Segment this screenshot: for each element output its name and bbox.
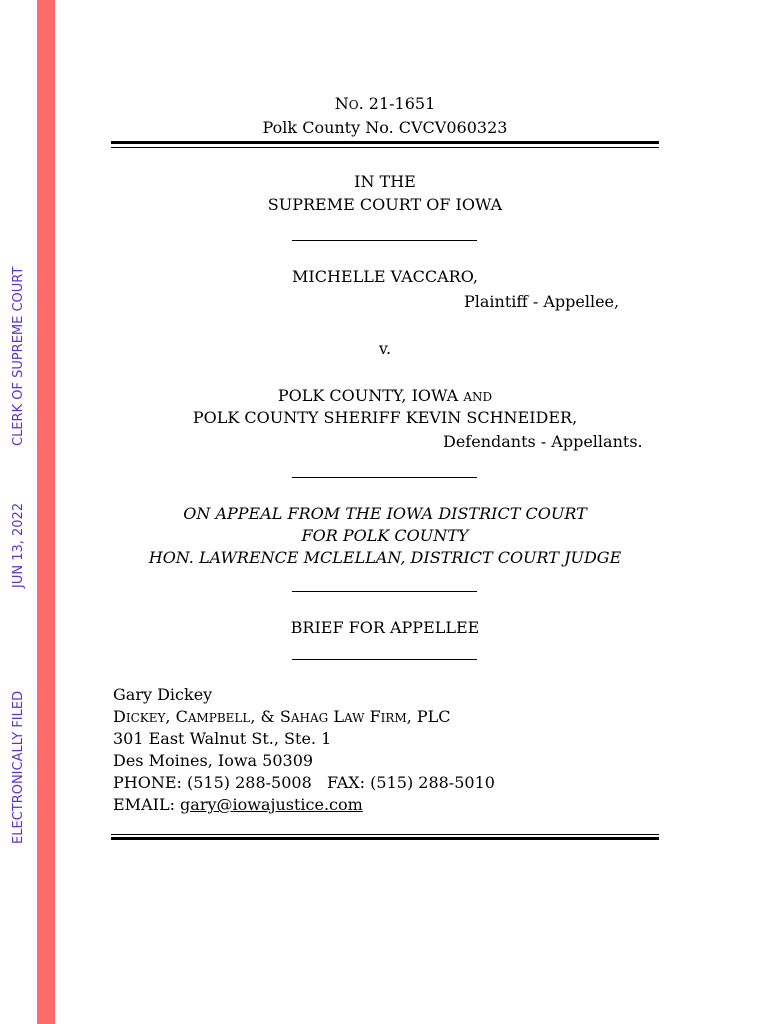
separator-rule-2 [292, 477, 477, 478]
defendant-line-2: POLK COUNTY SHERIFF KEVIN SCHNEIDER, [192, 408, 578, 427]
case-number-value: . 21-1651 [358, 94, 436, 113]
case-number-prefix: N [334, 94, 349, 113]
case-number-prefix-small: O [348, 98, 359, 112]
separator-rule-4 [292, 659, 477, 660]
firm-part: , PLC [406, 707, 451, 726]
defendant-role: Defendants - Appellants. [443, 432, 643, 451]
firm-part: F [369, 707, 381, 726]
appeal-line-3: HON. LAWRENCE MCLELLAN, DISTRICT COURT JUDGE [148, 548, 622, 567]
stamp-filed: ELECTRONICALLY FILED [11, 690, 26, 844]
case-number [0, 94, 770, 115]
firm-part: D [113, 707, 126, 726]
defendant-and: AND [463, 390, 493, 404]
firm-part: , & [250, 707, 280, 726]
plaintiff-name: MICHELLE VACCARO, [292, 267, 478, 286]
firm-part: AW [343, 711, 365, 725]
email-link[interactable]: gary@iowajustice.com [180, 795, 363, 814]
counsel-phone-fax: PHONE: (515) 288-5008 FAX: (515) 288-5010 [113, 773, 495, 792]
stamp-date: JUN 13, 2022 [11, 502, 26, 588]
counsel-address-2: Des Moines, Iowa 50309 [113, 751, 314, 770]
court-line-1: IN THE [354, 172, 416, 191]
counsel-email-line [113, 795, 363, 815]
defendant-county: POLK COUNTY, IOWA [277, 386, 459, 405]
bottom-rule-thin [111, 834, 659, 835]
appeal-line-2: FOR POLK COUNTY [301, 526, 469, 545]
court-line-2: SUPREME COURT OF IOWA [267, 195, 503, 214]
firm-part: AMPBELL [187, 711, 251, 725]
county-case-number: Polk County No. CVCV060323 [262, 118, 508, 137]
stamp-clerk: CLERK OF SUPREME COURT [11, 266, 26, 446]
email-label: EMAIL: [113, 795, 181, 814]
brief-title: BRIEF FOR APPELLEE [290, 618, 480, 637]
counsel-firm [113, 707, 451, 728]
plaintiff-role: Plaintiff - Appellee, [464, 292, 620, 311]
separator-rule-1 [292, 240, 477, 241]
top-rule-thin [111, 147, 659, 148]
counsel-name: Gary Dickey [113, 685, 213, 704]
top-rule-thick [111, 141, 659, 144]
defendant-line-1 [0, 386, 770, 407]
firm-part: ICKEY [125, 711, 166, 725]
firm-part: IRM [380, 711, 407, 725]
firm-part: AHAG [290, 711, 329, 725]
counsel-address-1: 301 East Walnut St., Ste. 1 [113, 729, 332, 748]
firm-part: C [175, 707, 188, 726]
separator-rule-3 [292, 591, 477, 592]
bottom-rule-thick [111, 837, 659, 840]
firm-part: L [333, 707, 344, 726]
versus: v. [378, 339, 392, 358]
appeal-line-1: ON APPEAL FROM THE IOWA DISTRICT COURT [183, 504, 587, 523]
firm-part: S [279, 707, 291, 726]
firm-part: , [165, 707, 176, 726]
